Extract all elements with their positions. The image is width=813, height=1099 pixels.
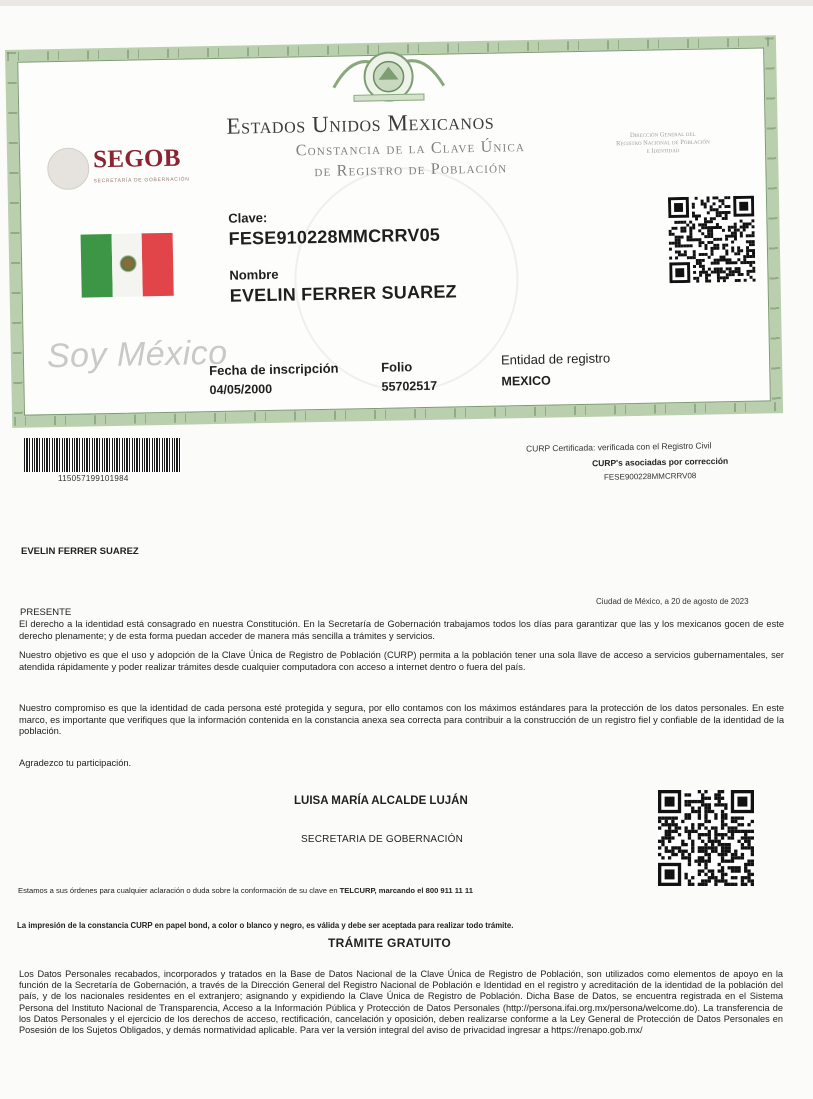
curp-asociada-value: FESE900228MMCRRV08 <box>603 471 697 482</box>
signer-title: SECRETARIA DE GOBERNACIÓN <box>301 834 464 845</box>
letter-greeting: PRESENTE <box>20 607 72 618</box>
mexican-flag-icon <box>81 233 174 298</box>
letter-date: Ciudad de México, a 20 de agosto de 2023 <box>596 597 749 606</box>
folio-value: 55702517 <box>381 378 438 394</box>
qr-code-icon <box>658 790 754 886</box>
letter-thanks: Agradezco tu participación. <box>19 758 132 768</box>
letter-paragraph-1: El derecho a la identidad está consagrado en nuestra Constitución. En la Secretaría de Gobernación trabajamos todos los días para garantizar que las y los mexicanos gocen de este derecho plenamente; y de esta forma puedan acceder de manera más sencilla a trámites y servicios. <box>19 619 784 641</box>
direccion-line-1: Dirección General del <box>629 130 696 140</box>
clave-value: FESE910228MMCRRV05 <box>228 224 441 249</box>
qr-code-graphic <box>668 196 756 284</box>
direccion-line-3: e Identidad <box>646 147 680 155</box>
letter-paragraph-3: Nuestro compromiso es que la identidad de cada persona esté protegida y segura, por ello contamos con los máximos estándares para la protección de los datos personales. En este marco, es importante que verifiques que la información contenida en la constancia anexa sea correcta para contribuir a la construcción de un registro fiel y confiable de la identidad de la población. <box>19 703 784 736</box>
signer-name: LUISA MARÍA ALCALDE LUJÁN <box>294 795 468 807</box>
certificate-subtitle-line-1: Constancia de la Clave Única <box>295 138 526 160</box>
impresion-notice: La impresión de la constancia CURP en papel bond, a color o blanco y negro, es válida y debe ser aceptada para realizar todo trámite. <box>17 921 514 930</box>
privacy-notice: Los Datos Personales recabados, incorporados y tratados en la Base de Datos Nacional de la Clave Única de Registro de Población, son utilizados como elementos de apoyo en la función de la Secretaría de Gobernación, a través de la Dirección General del Registro Nacional de Población e Identidad en el registro y acreditación de la identidad de la población del país, y de los nacionales residentes en el extranjero; asignando y expidiendo la Clave Única de Registro de Población. Dicha Base de Datos, se encuentra registrada en el Sistema Persona del Instituto Nacional de Transparencia, Acceso a la Información Pública y Protección de Datos Personales (http://persona.ifai.org.mx/persona/welcome.do). La transferencia de los Datos Personales y el ejercicio de los derechos de acceso, rectificación, cancelación y oposición, deben realizarse conforme a la Ley General de Protección de Datos Personales en Posesión de los Sujetos Obligados, y demás normatividad aplicable. Para ver la versión integral del aviso de privacidad ingresar a https://renapo.gob.mx/ <box>19 969 783 1036</box>
curp-certificada-text: CURP Certificada: verificada con el Registro Civil <box>525 440 712 454</box>
segob-logo <box>47 142 218 195</box>
fecha-inscripcion-label: Fecha de inscripción <box>209 360 339 379</box>
barcode-number: 115057199101984 <box>58 474 129 483</box>
eagle-emblem-icon <box>323 45 454 107</box>
fecha-inscripcion-value: 04/05/2000 <box>209 381 273 398</box>
document-page <box>0 6 813 1099</box>
certificate-subtitle <box>238 135 584 184</box>
certificate-title: Estados Unidos Mexicanos <box>226 108 495 139</box>
folio-label: Folio <box>381 359 413 375</box>
contact-phone: TELCURP, marcando el 800 911 11 11 <box>339 886 473 895</box>
soy-mexico-watermark: Soy México <box>46 333 228 376</box>
direccion-general-text <box>583 130 743 157</box>
letter-recipient: EVELIN FERRER SUAREZ <box>21 546 139 557</box>
direccion-line-2: Registro Nacional de Población <box>616 138 710 148</box>
qr-code-icon <box>668 196 756 284</box>
entidad-registro-value: MEXICO <box>501 373 551 389</box>
letter-paragraph-2: Nuestro objetivo es que el uso y adopción de la Clave Única de Registro de Población (CURP) permita a la población tener una sola llave de acceso a servicios gubernamentales, ser atendida rápidamente y poder realizar trámites desde cualquier computadora con acceso a internet dentro o fuera del país. <box>19 650 784 672</box>
certificate-subtitle-line-2: de Registro de Población <box>314 159 508 181</box>
contact-line <box>18 886 473 895</box>
qr-code-graphic <box>658 790 754 886</box>
nombre-value: EVELIN FERRER SUAREZ <box>229 281 457 306</box>
segob-seal-icon <box>47 147 90 190</box>
curp-asociadas-label: CURP's asociadas por corrección <box>591 455 729 469</box>
clave-label: Clave: <box>228 209 268 226</box>
curp-certificate <box>5 35 783 428</box>
barcode-icon <box>24 438 182 472</box>
tramite-gratuito-heading: TRÁMITE GRATUITO <box>328 936 452 950</box>
entidad-registro-label: Entidad de registro <box>500 350 611 368</box>
contact-text: Estamos a sus órdenes para cualquier aclaración o duda sobre la conformación de su clave en <box>18 886 338 895</box>
nombre-label: Nombre <box>229 266 279 283</box>
segob-wordmark: SEGOB <box>92 144 182 174</box>
segob-subtitle: SECRETARÍA DE GOBERNACIÓN <box>93 176 190 185</box>
